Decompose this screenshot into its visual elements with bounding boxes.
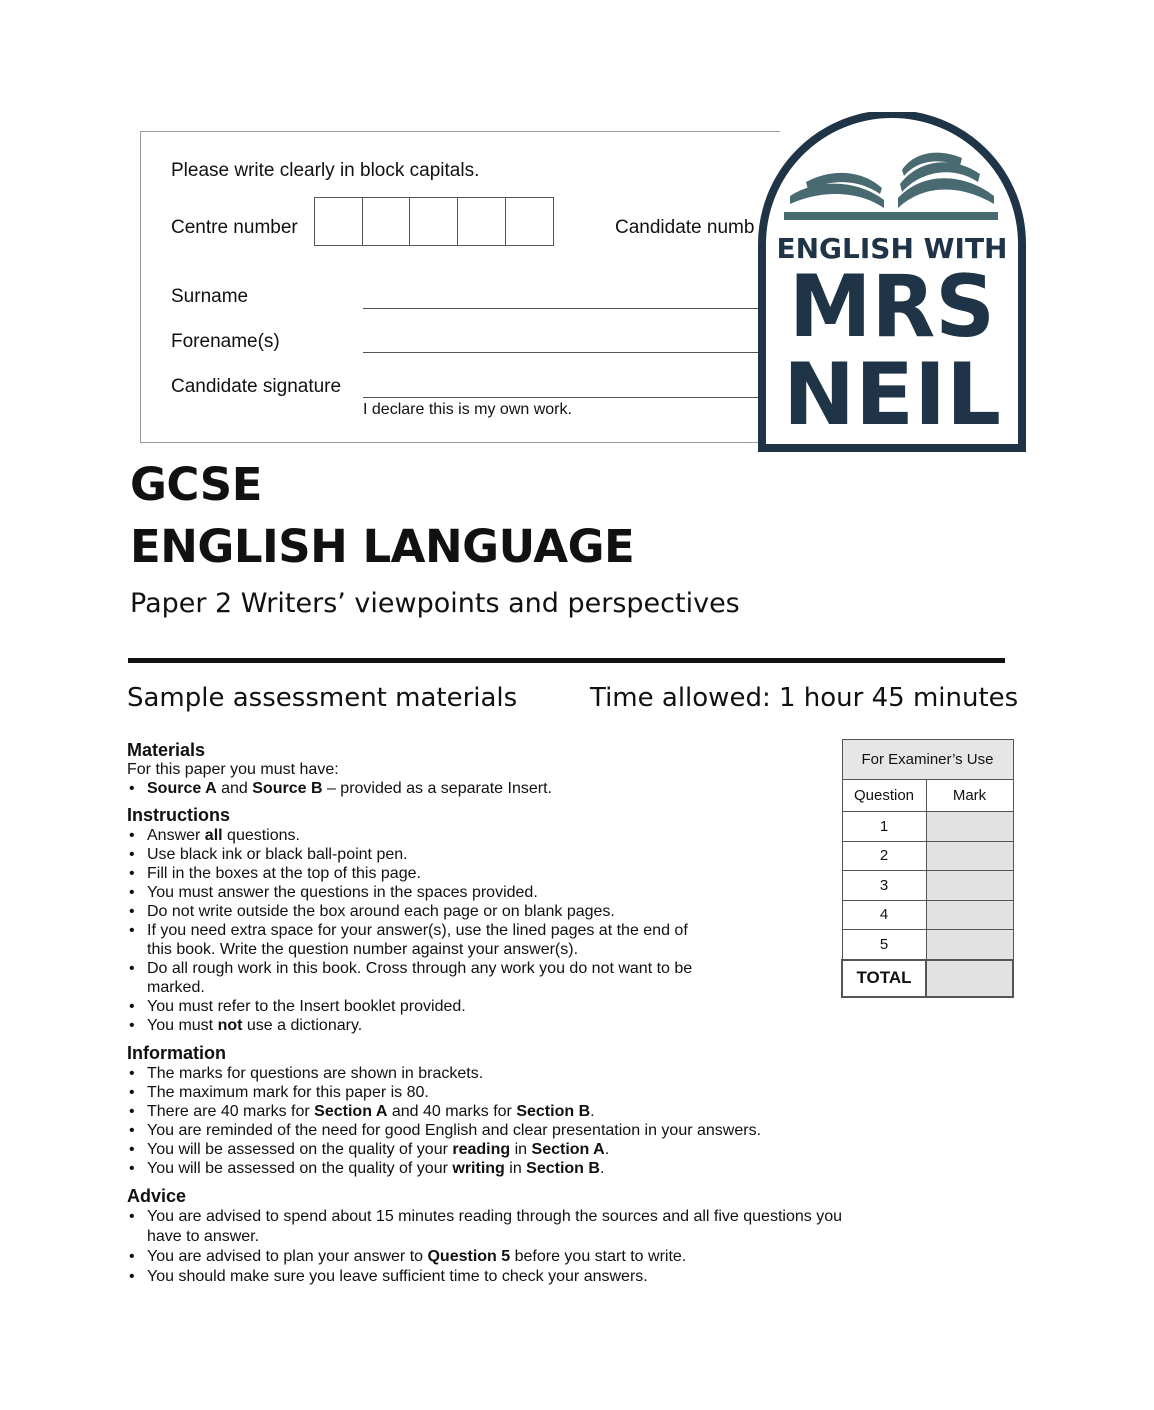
list-item: • You must refer to the Insert booklet provided. [128,997,692,1016]
mark-cell[interactable] [926,871,1013,901]
list-item: • You are advised to spend about 15 minutes reading through the sources and all five questions you have to answer. [128,1207,842,1247]
paper-subtitle: Paper 2 Writers’ viewpoints and perspectives [130,588,740,619]
table-row [842,812,1013,842]
centre-number-label: Centre number [171,217,298,238]
forenames-label: Forename(s) [171,331,280,352]
mark-cell[interactable] [926,812,1013,842]
forenames-field[interactable] [363,352,758,353]
advice-heading: Advice [127,1186,187,1206]
list-item: • You will be assessed on the quality of your writing in Section B. [128,1159,761,1178]
list-item: • The maximum mark for this paper is 80. [128,1083,761,1102]
table-row [842,841,1013,871]
materials-heading: Materials [127,740,206,760]
examiner-table-title: For Examiner’s Use [842,740,1013,780]
materials-intro: For this paper you must have: [127,761,339,778]
centre-number-boxes [314,197,553,246]
list-item: • Source A and Source B – provided as a separate Insert. [128,779,552,798]
list-item: • You will be assessed on the quality of your reading in Section A. [128,1140,761,1159]
time-allowed-label: Time allowed: 1 hour 45 minutes [590,683,1019,713]
title-gcse: GCSE [130,458,262,511]
centre-number-digit-box[interactable] [314,197,363,246]
english-with-mrs-neil-logo [758,112,1026,452]
question-number: 5 [842,930,926,960]
list-item: • If you need extra space for your answer(s), use the lined pages at the end of this book. Write the question number against your answer(s). [128,921,692,959]
total-label: TOTAL [842,960,926,997]
question-number: 4 [842,900,926,930]
question-column-header: Question [842,780,926,812]
advice-list [128,1207,842,1287]
block-capitals-instruction: Please write clearly in block capitals. [171,160,480,181]
information-heading: Information [127,1043,226,1063]
list-item: • The marks for questions are shown in brackets. [128,1064,761,1083]
centre-number-digit-box[interactable] [409,197,458,246]
centre-number-digit-box[interactable] [457,197,506,246]
signature-field[interactable] [363,397,758,398]
table-row [842,871,1013,901]
instructions-list [128,826,692,1035]
list-item: • Do all rough work in this book. Cross through any work you do not want to be marked. [128,959,692,997]
mark-cell[interactable] [926,900,1013,930]
examiner-use-table [841,739,1014,998]
mark-cell[interactable] [926,930,1013,960]
logo-line-mrs: MRS [789,257,995,357]
centre-number-digit-box[interactable] [362,197,411,246]
surname-label: Surname [171,286,249,307]
list-item: • Do not write outside the box around each page or on blank pages. [128,902,692,921]
sample-assessment-label: Sample assessment materials [127,683,518,713]
logo-line-english-with: ENGLISH WITH [776,232,1008,265]
table-row [842,930,1013,960]
list-item: • There are 40 marks for Section A and 40 marks for Section B. [128,1102,761,1121]
list-item: • You should make sure you leave sufficient time to check your answers. [128,1267,842,1287]
mark-column-header: Mark [926,780,1013,812]
list-item: • You must not use a dictionary. [128,1016,692,1035]
instructions-heading: Instructions [127,805,231,825]
question-number: 3 [842,871,926,901]
signature-label: Candidate signature [171,376,342,397]
question-number: 2 [842,841,926,871]
table-row [842,960,1013,997]
total-mark-cell[interactable] [926,960,1013,997]
question-number: 1 [842,812,926,842]
information-list [128,1064,761,1178]
surname-field[interactable] [363,308,758,309]
list-item: • You must answer the questions in the spaces provided. [128,883,692,902]
table-row [842,900,1013,930]
title-english-language: ENGLISH LANGUAGE [130,520,635,573]
list-item: • Fill in the boxes at the top of this page. [128,864,692,883]
centre-number-digit-box[interactable] [505,197,554,246]
list-item: • Answer all questions. [128,826,692,845]
materials-list [128,779,552,798]
list-item: • You are advised to plan your answer to Question 5 before you start to write. [128,1247,842,1267]
mark-cell[interactable] [926,841,1013,871]
list-item: • You are reminded of the need for good English and clear presentation in your answers. [128,1121,761,1140]
title-divider [128,658,1005,663]
logo-line-neil: NEIL [783,345,1001,445]
candidate-number-label: Candidate numb [615,217,755,238]
declaration-text: I declare this is my own work. [363,401,572,418]
list-item: • Use black ink or black ball-point pen. [128,845,692,864]
